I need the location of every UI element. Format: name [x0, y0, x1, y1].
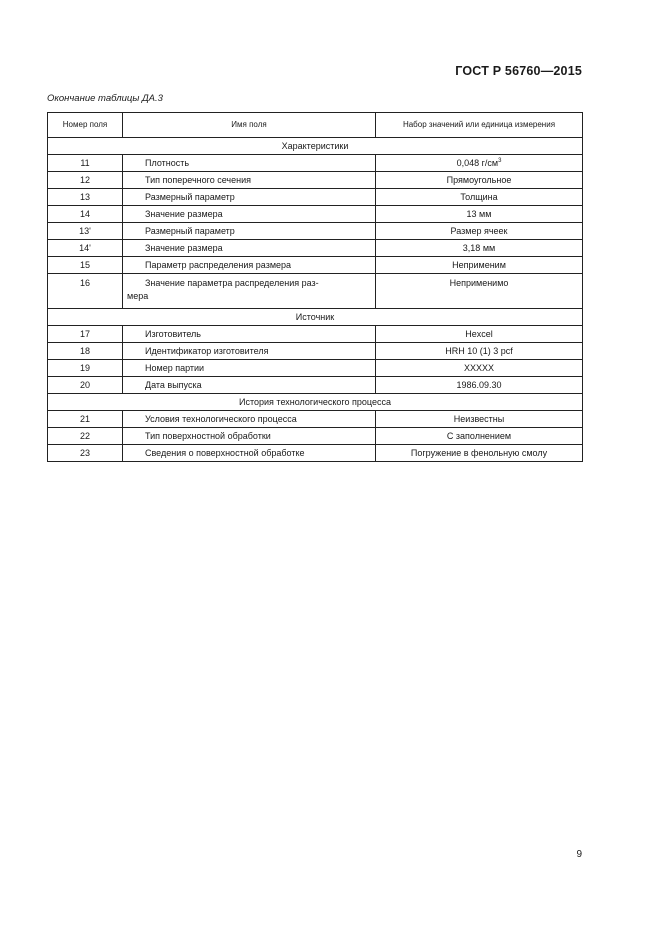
column-header-field-number: Номер поля — [48, 113, 123, 138]
field-value-text: 0,048 г/см — [456, 158, 499, 168]
field-value — [376, 155, 583, 172]
field-name-line: мера — [127, 291, 149, 301]
specification-table — [47, 112, 583, 462]
field-number: 14 — [48, 206, 123, 223]
section-row-characteristics — [48, 138, 583, 155]
table-row — [48, 445, 583, 462]
table-row — [48, 377, 583, 394]
table-row — [48, 155, 583, 172]
table-row — [48, 343, 583, 360]
field-value: Неизвестны — [376, 411, 583, 428]
field-name: Значение размера — [123, 240, 376, 257]
section-title: Характеристики — [48, 138, 583, 155]
table-row — [48, 206, 583, 223]
field-value: С заполнением — [376, 428, 583, 445]
field-number: 19 — [48, 360, 123, 377]
table-row — [48, 411, 583, 428]
field-value-superscript: 3 — [498, 158, 502, 164]
field-name: Значение размера — [123, 206, 376, 223]
field-number: 21 — [48, 411, 123, 428]
field-number: 20 — [48, 377, 123, 394]
field-value: Неприменимо — [376, 274, 583, 309]
table-header-row — [48, 113, 583, 138]
field-number: 12 — [48, 172, 123, 189]
standard-id-header: ГОСТ Р 56760—2015 — [455, 64, 582, 78]
field-number: 18 — [48, 343, 123, 360]
field-number: 14' — [48, 240, 123, 257]
field-number: 22 — [48, 428, 123, 445]
section-row-process-history — [48, 394, 583, 411]
field-value: Погружение в фенольную смолу — [376, 445, 583, 462]
field-name: Изготовитель — [123, 326, 376, 343]
field-number: 11 — [48, 155, 123, 172]
field-value: Неприменим — [376, 257, 583, 274]
field-value: 13 мм — [376, 206, 583, 223]
field-name: Параметр распределения размера — [123, 257, 376, 274]
field-number: 23 — [48, 445, 123, 462]
field-name — [123, 274, 376, 309]
field-value: XXXXX — [376, 360, 583, 377]
field-value: 3,18 мм — [376, 240, 583, 257]
page-number: 9 — [576, 849, 582, 860]
field-value: Толщина — [376, 189, 583, 206]
field-name: Номер партии — [123, 360, 376, 377]
field-name: Плотность — [123, 155, 376, 172]
section-title: История технологического процесса — [48, 394, 583, 411]
field-value: Hexcel — [376, 326, 583, 343]
column-header-field-name: Имя поля — [123, 113, 376, 138]
table-row — [48, 274, 583, 309]
field-value: 1986.09.30 — [376, 377, 583, 394]
field-name: Тип поверхностной обработки — [123, 428, 376, 445]
field-number: 15 — [48, 257, 123, 274]
field-name: Условия технологического процесса — [123, 411, 376, 428]
table-caption: Окончание таблицы ДА.3 — [47, 93, 163, 104]
table-row — [48, 257, 583, 274]
section-row-source — [48, 309, 583, 326]
field-name: Идентификатор изготовителя — [123, 343, 376, 360]
field-value: Размер ячеек — [376, 223, 583, 240]
field-number: 16 — [48, 274, 123, 309]
field-number: 17 — [48, 326, 123, 343]
field-number: 13' — [48, 223, 123, 240]
table-row — [48, 428, 583, 445]
field-name: Размерный параметр — [123, 223, 376, 240]
table-row — [48, 240, 583, 257]
field-name: Размерный параметр — [123, 189, 376, 206]
field-name: Тип поперечного сечения — [123, 172, 376, 189]
table-row — [48, 189, 583, 206]
field-name: Дата выпуска — [123, 377, 376, 394]
field-value: Прямоугольное — [376, 172, 583, 189]
table-row — [48, 326, 583, 343]
column-header-value-set: Набор значений или единица измерения — [376, 113, 583, 138]
field-name-line: Значение параметра распределения раз- — [145, 278, 319, 288]
field-name: Сведения о поверхностной обработке — [123, 445, 376, 462]
field-value: HRH 10 (1) 3 pcf — [376, 343, 583, 360]
table-row — [48, 360, 583, 377]
field-number: 13 — [48, 189, 123, 206]
section-title: Источник — [48, 309, 583, 326]
table-row — [48, 223, 583, 240]
table-row — [48, 172, 583, 189]
